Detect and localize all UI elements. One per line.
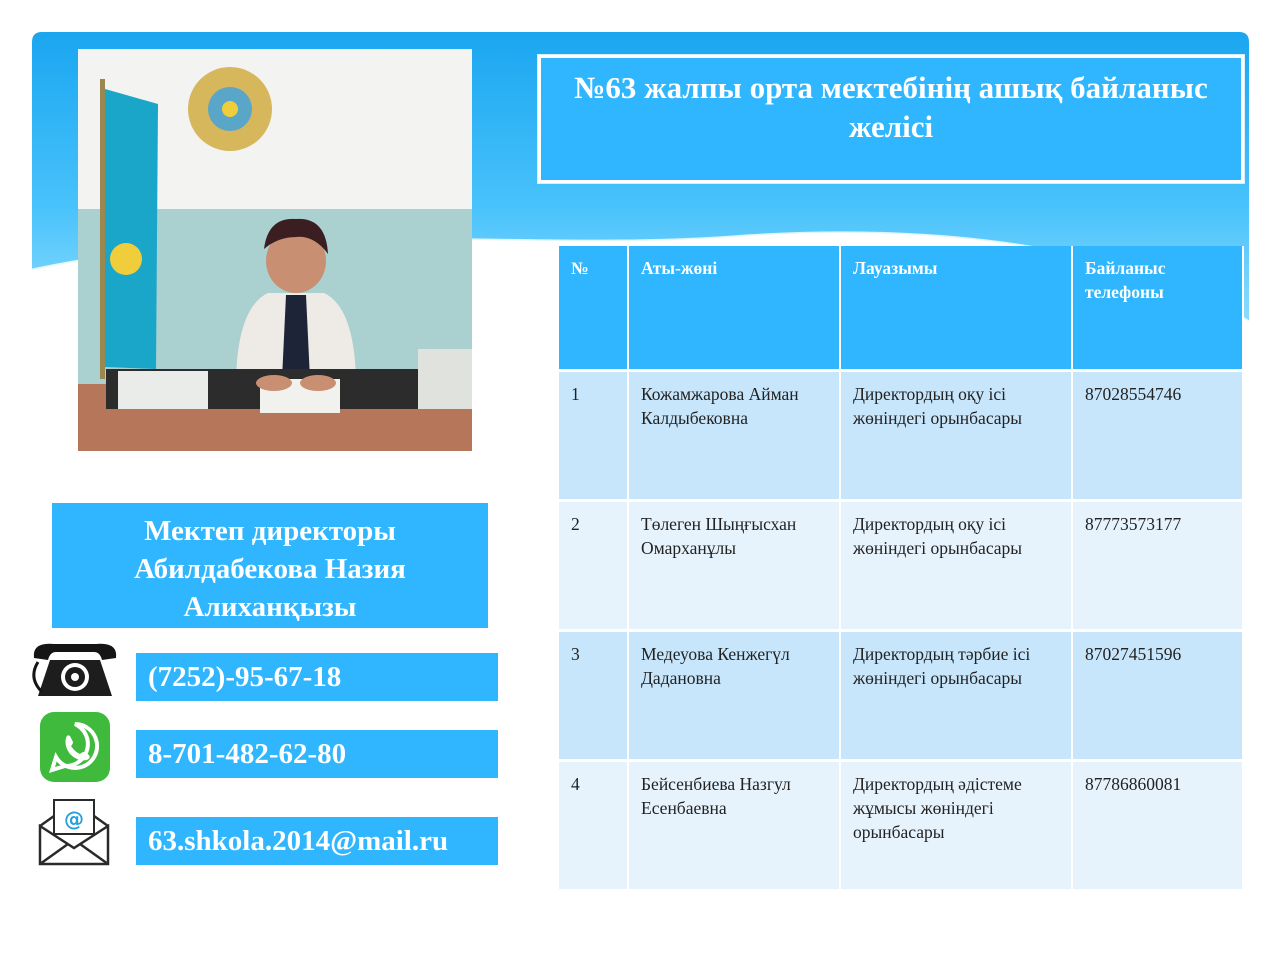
- table-row: [559, 372, 1244, 502]
- cell-number: 2: [559, 502, 629, 632]
- phone-number[interactable]: (7252)-95-67-18: [136, 653, 498, 701]
- cell-number: 1: [559, 372, 629, 502]
- header-position: Лауазымы: [841, 246, 1073, 372]
- director-photo: [78, 49, 472, 451]
- cell-name: Төлеген Шыңғысхан Омарханұлы: [629, 502, 841, 632]
- contacts-table: [559, 246, 1244, 892]
- header-name: Аты-жөні: [629, 246, 841, 372]
- cell-number: 4: [559, 762, 629, 892]
- rotary-phone-icon: [28, 638, 122, 705]
- cell-position: Директордың оқу ісі жөніндегі орынбасары: [841, 372, 1073, 502]
- table-row: [559, 762, 1244, 892]
- cell-position: Директордың тәрбие ісі жөніндегі орынбасары: [841, 632, 1073, 762]
- cell-number: 3: [559, 632, 629, 762]
- header-number: №: [559, 246, 629, 372]
- whatsapp-icon: [40, 712, 110, 787]
- table-header-row: [559, 246, 1244, 372]
- director-patronymic: Алиханқызы: [183, 591, 357, 623]
- page-title: [541, 58, 1241, 146]
- table-row: [559, 632, 1244, 762]
- cell-name: Медеуова Кенжегүл Дадановна: [629, 632, 841, 762]
- cell-phone[interactable]: 87773573177: [1073, 502, 1244, 632]
- director-name-box: [52, 503, 488, 628]
- page-title-line-1: №63 жалпы орта мектебінің ашық байланыс: [574, 70, 1208, 105]
- header-phone: Байланыс телефоны: [1073, 246, 1244, 372]
- cell-phone[interactable]: 87028554746: [1073, 372, 1244, 502]
- whatsapp-number[interactable]: 8-701-482-62-80: [136, 730, 498, 778]
- cell-phone[interactable]: 87027451596: [1073, 632, 1244, 762]
- cell-position: Директордың оқу ісі жөніндегі орынбасары: [841, 502, 1073, 632]
- page-title-box: [538, 55, 1244, 183]
- email-address[interactable]: 63.shkola.2014@mail.ru: [136, 817, 498, 865]
- cell-phone[interactable]: 87786860081: [1073, 762, 1244, 892]
- envelope-icon: [38, 796, 110, 871]
- table-row: [559, 502, 1244, 632]
- cell-position: Директордың әдістеме жұмысы жөніндегі орынбасары: [841, 762, 1073, 892]
- director-surname: Абилдабекова Назия: [134, 553, 406, 585]
- svg-text:@: @: [64, 807, 84, 831]
- page-title-line-2: желісі: [848, 109, 934, 144]
- cell-name: Бейсенбиева Назгул Есенбаевна: [629, 762, 841, 892]
- director-role: Мектеп директоры: [144, 515, 396, 547]
- cell-name: Кожамжарова Айман Калдыбековна: [629, 372, 841, 502]
